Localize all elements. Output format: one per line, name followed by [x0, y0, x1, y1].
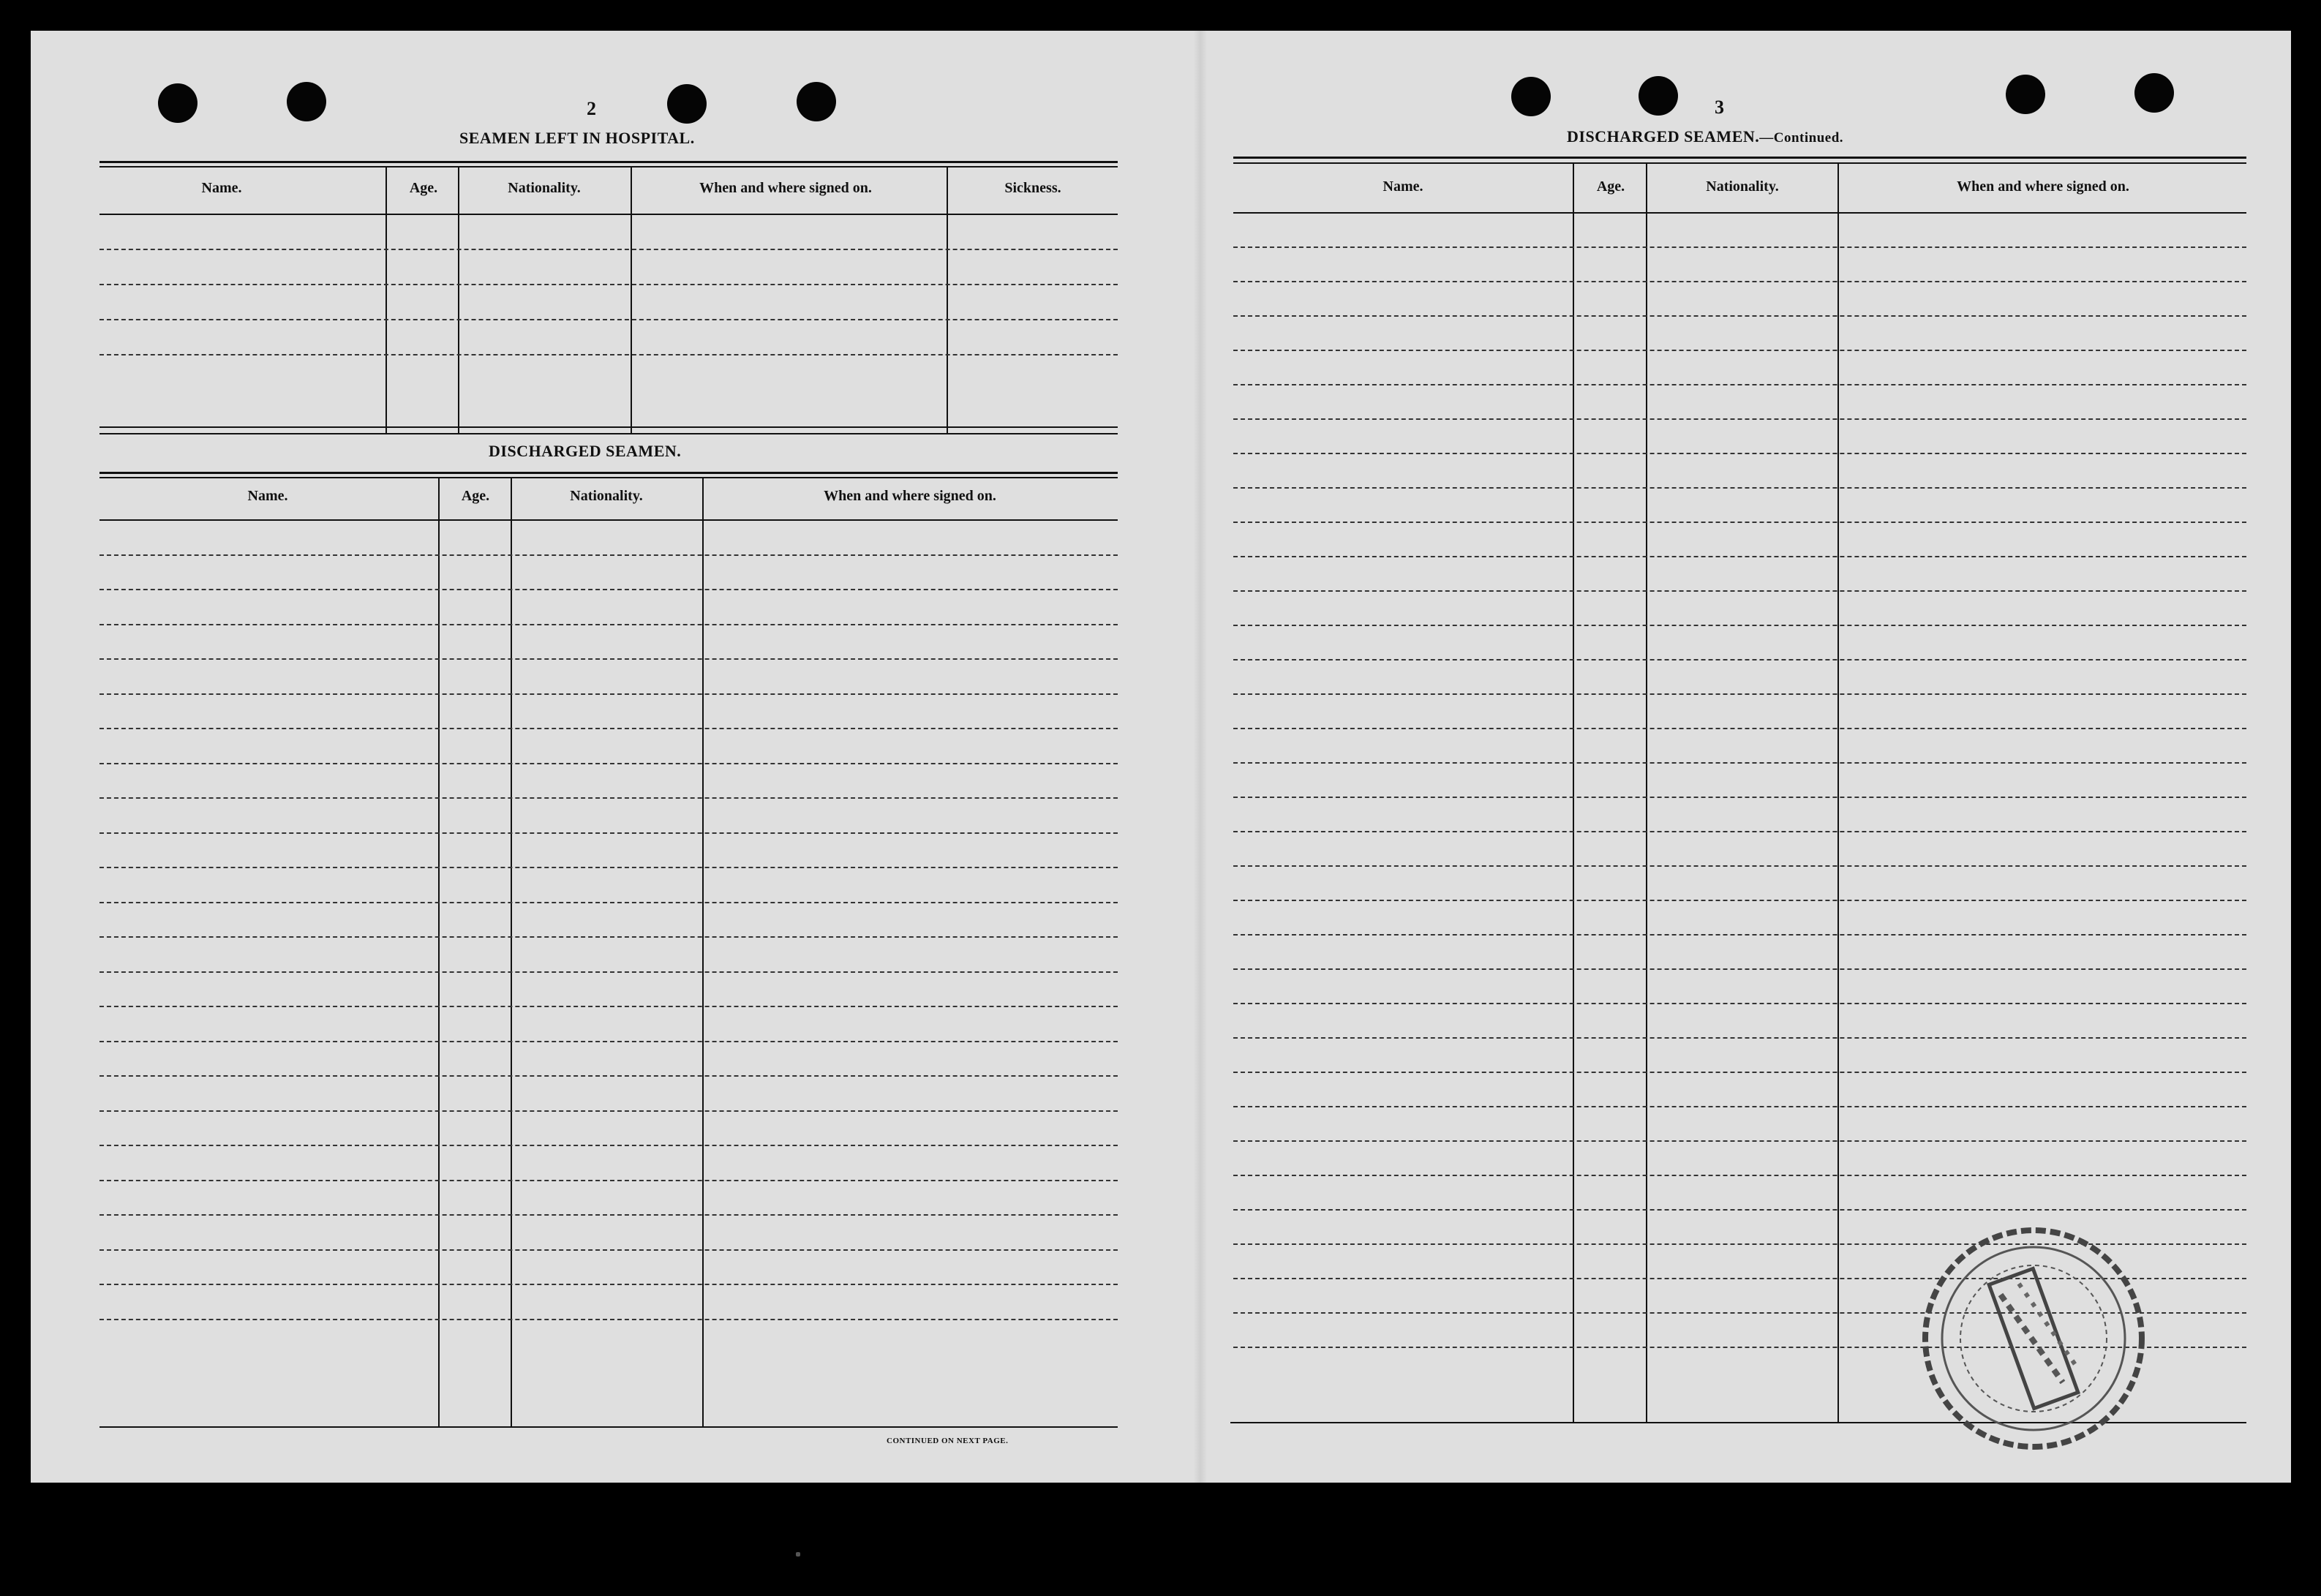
entry-row-line: [1233, 556, 2246, 557]
hospital-entry-rows: [99, 214, 1118, 433]
entry-row-line: [99, 797, 1118, 799]
entry-row-line: [1233, 281, 2246, 282]
entry-row-line: [1233, 453, 2246, 454]
continued-note: CONTINUED ON NEXT PAGE.: [887, 1437, 1009, 1445]
entry-row-line: [1233, 831, 2246, 832]
entry-row-line: [99, 693, 1118, 695]
entry-row-line: [99, 1319, 1118, 1320]
entry-row-line: [1233, 625, 2246, 626]
discharged-continued-title: [1567, 127, 1843, 146]
entry-row-line: [99, 319, 1118, 320]
entry-row-line: [99, 1006, 1118, 1007]
column-header-name: Name.: [247, 488, 288, 504]
column-header-nationality: Nationality.: [508, 180, 581, 196]
entry-row-line: [1233, 1106, 2246, 1107]
bottom-rule: [99, 1426, 1118, 1428]
entry-row-line: [99, 1041, 1118, 1042]
binder-hole: [287, 82, 326, 121]
header-rule: [1233, 162, 2246, 164]
entry-row-line: [1233, 487, 2246, 489]
column-header-signed-on: When and where signed on.: [824, 488, 996, 504]
entry-row-line: [99, 284, 1118, 285]
entry-row-line: [1233, 693, 2246, 695]
entry-row-line: [99, 1110, 1118, 1112]
page-fold: [1194, 31, 1207, 1483]
entry-row-line: [99, 763, 1118, 764]
page-number-right: 3: [1715, 97, 1724, 118]
binder-hole: [1639, 76, 1678, 116]
entry-row-line: [1233, 762, 2246, 764]
postmark-stamp: [1916, 1222, 2151, 1456]
column-header-name: Name.: [201, 180, 242, 196]
entry-row-line: [1233, 418, 2246, 420]
entry-row-line: [99, 1284, 1118, 1285]
discharged-section-title: DISCHARGED SEAMEN.: [489, 442, 682, 460]
column-header-nationality: Nationality.: [570, 488, 643, 504]
column-header-signed-on: When and where signed on.: [1957, 178, 2129, 195]
entry-row-line: [1233, 659, 2246, 660]
binder-hole: [797, 82, 836, 121]
title-continued: —Continued.: [1759, 130, 1844, 146]
stray-mark: [796, 1552, 800, 1557]
entry-row-line: [1233, 1003, 2246, 1004]
column-header-nationality: Nationality.: [1706, 178, 1779, 195]
entry-row-line: [99, 658, 1118, 660]
binder-hole: [2006, 75, 2045, 114]
header-rule: [99, 161, 1118, 163]
entry-row-line: [99, 728, 1118, 729]
entry-row-line: [1233, 728, 2246, 729]
entry-row-line: [99, 624, 1118, 625]
entry-row-line: [1233, 934, 2246, 936]
column-header-age: Age.: [409, 180, 438, 196]
entry-row-line: [1233, 246, 2246, 248]
entry-row-line: [1233, 1140, 2246, 1142]
column-header-name: Name.: [1383, 178, 1423, 195]
title-main: DISCHARGED SEAMEN.: [1567, 127, 1760, 146]
entry-row-line: [1233, 797, 2246, 798]
hospital-section-title: SEAMEN LEFT IN HOSPITAL.: [459, 129, 695, 147]
entry-row-line: [1233, 1072, 2246, 1073]
entry-row-line: [99, 354, 1118, 355]
entry-row-line: [99, 1249, 1118, 1251]
document-paper: [31, 31, 2291, 1483]
entry-row-line: [99, 867, 1118, 868]
binder-hole: [667, 84, 707, 124]
entry-row-line: [1233, 384, 2246, 385]
entry-row-line: [99, 936, 1118, 938]
entry-row-line: [99, 249, 1118, 250]
entry-row-line: [1233, 865, 2246, 867]
entry-row-line: [1233, 900, 2246, 901]
section-rule: [99, 426, 1118, 428]
entry-row-line: [1233, 1209, 2246, 1211]
entry-row-line: [99, 1214, 1118, 1216]
entry-row-line: [1233, 350, 2246, 351]
entry-row-line: [1233, 590, 2246, 592]
binder-hole: [2134, 73, 2174, 113]
entry-row-line: [99, 589, 1118, 590]
header-rule: [99, 166, 1118, 167]
header-rule: [99, 477, 1118, 478]
binder-hole: [1511, 77, 1551, 116]
header-rule: [99, 472, 1118, 474]
entry-row-line: [99, 902, 1118, 903]
entry-row-line: [99, 1180, 1118, 1181]
binder-hole: [158, 83, 198, 123]
page-number-left: 2: [587, 98, 596, 119]
entry-row-line: [1233, 315, 2246, 317]
column-header-age: Age.: [461, 488, 490, 504]
entry-row-line: [99, 1145, 1118, 1146]
entry-row-line: [99, 971, 1118, 973]
entry-row-line: [99, 554, 1118, 556]
entry-row-line: [1233, 1037, 2246, 1039]
header-rule: [1233, 157, 2246, 159]
section-rule: [99, 433, 1118, 434]
entry-row-line: [1233, 968, 2246, 970]
discharged-entry-rows: [99, 519, 1118, 1426]
entry-row-line: [1233, 1175, 2246, 1176]
column-header-sickness: Sickness.: [1004, 180, 1061, 196]
column-header-signed-on: When and where signed on.: [699, 180, 872, 196]
column-header-age: Age.: [1596, 178, 1625, 195]
entry-row-line: [1233, 522, 2246, 523]
entry-row-line: [99, 832, 1118, 834]
entry-row-line: [99, 1075, 1118, 1077]
